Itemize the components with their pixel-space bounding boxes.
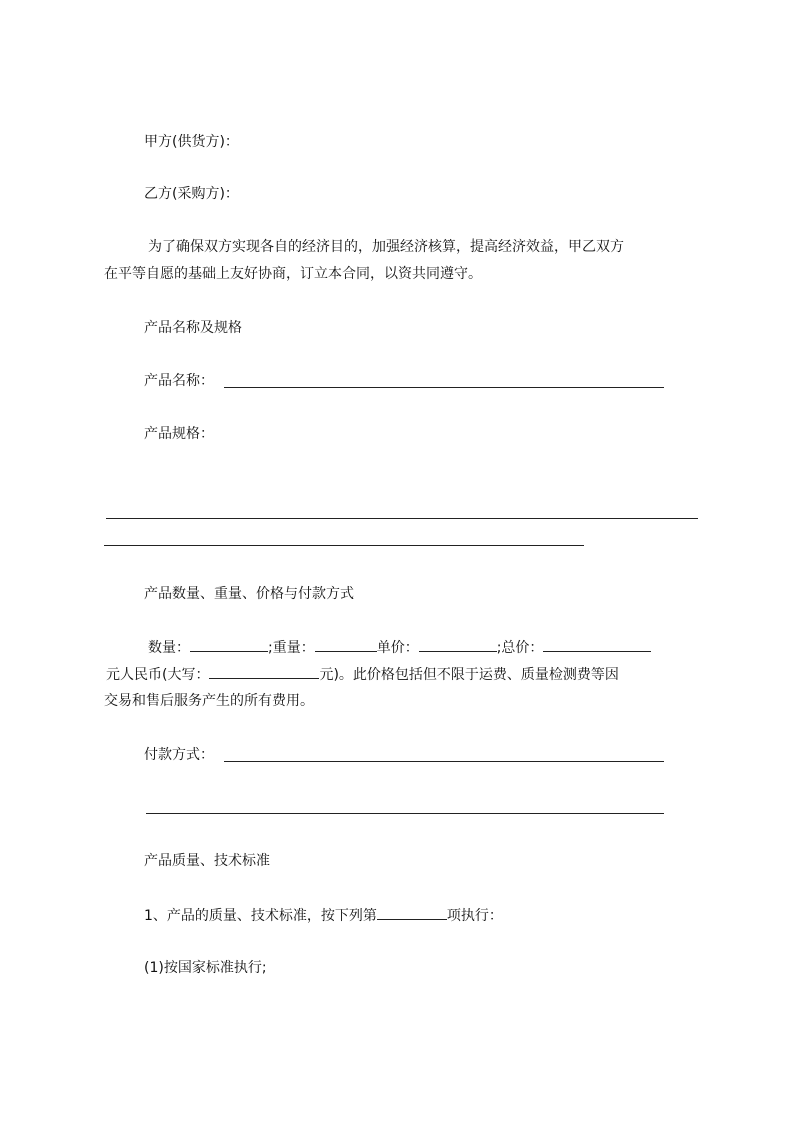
yuan-rmb-label: 元人民币(大写： [106, 667, 210, 683]
section-product-name-spec-heading: 产品名称及规格 [144, 320, 242, 336]
product-name-blank [224, 387, 664, 388]
quality-item-1-suffix: 项执行： [446, 908, 503, 924]
price-includes-text: 元)。此价格包括但不限于运费、质量检测费等因 [319, 667, 619, 683]
payment-method-label: 付款方式： [144, 747, 214, 763]
quantity-label: 数量： [148, 640, 190, 656]
quantity-price-line-3: 交易和售后服务产生的所有费用。 [104, 693, 314, 709]
party-b-label: 乙方(采购方)： [144, 186, 239, 202]
unit-price-label: 单价： [376, 640, 419, 656]
quantity-price-line-2 [106, 664, 619, 685]
unit-price-blank [419, 637, 497, 652]
section-quantity-price-heading: 产品数量、重量、价格与付款方式 [144, 586, 354, 602]
product-name-label: 产品名称： [144, 373, 214, 389]
total-price-blank [543, 637, 651, 652]
product-spec-blank-line-1 [106, 518, 698, 519]
quality-item-1 [144, 905, 503, 926]
quality-item-1-text: 1、产品的质量、技术标准，按下列第 [144, 908, 377, 924]
quality-option-blank [377, 905, 447, 920]
section-quality-standard-heading: 产品质量、技术标准 [144, 853, 270, 869]
intro-line-1: 为了确保双方实现各自的经济目的，加强经济核算，提高经济效益，甲乙双方 [148, 239, 624, 255]
intro-line-2: 在平等自愿的基础上友好协商，订立本合同，以资共同遵守。 [104, 266, 482, 282]
product-spec-blank-line-2 [104, 545, 584, 546]
quality-item-1-1: (1)按国家标准执行; [144, 960, 267, 976]
weight-label: ;重量： [268, 640, 315, 656]
quantity-price-line-1 [148, 637, 651, 658]
party-a-label: 甲方(供货方)： [144, 134, 239, 150]
payment-method-blank [224, 761, 664, 762]
quantity-blank [190, 637, 268, 652]
weight-blank [315, 637, 377, 652]
payment-method-blank-2 [146, 813, 664, 814]
total-price-label: ;总价： [496, 640, 544, 656]
product-spec-label: 产品规格： [144, 426, 214, 442]
amount-in-words-blank [209, 664, 319, 679]
